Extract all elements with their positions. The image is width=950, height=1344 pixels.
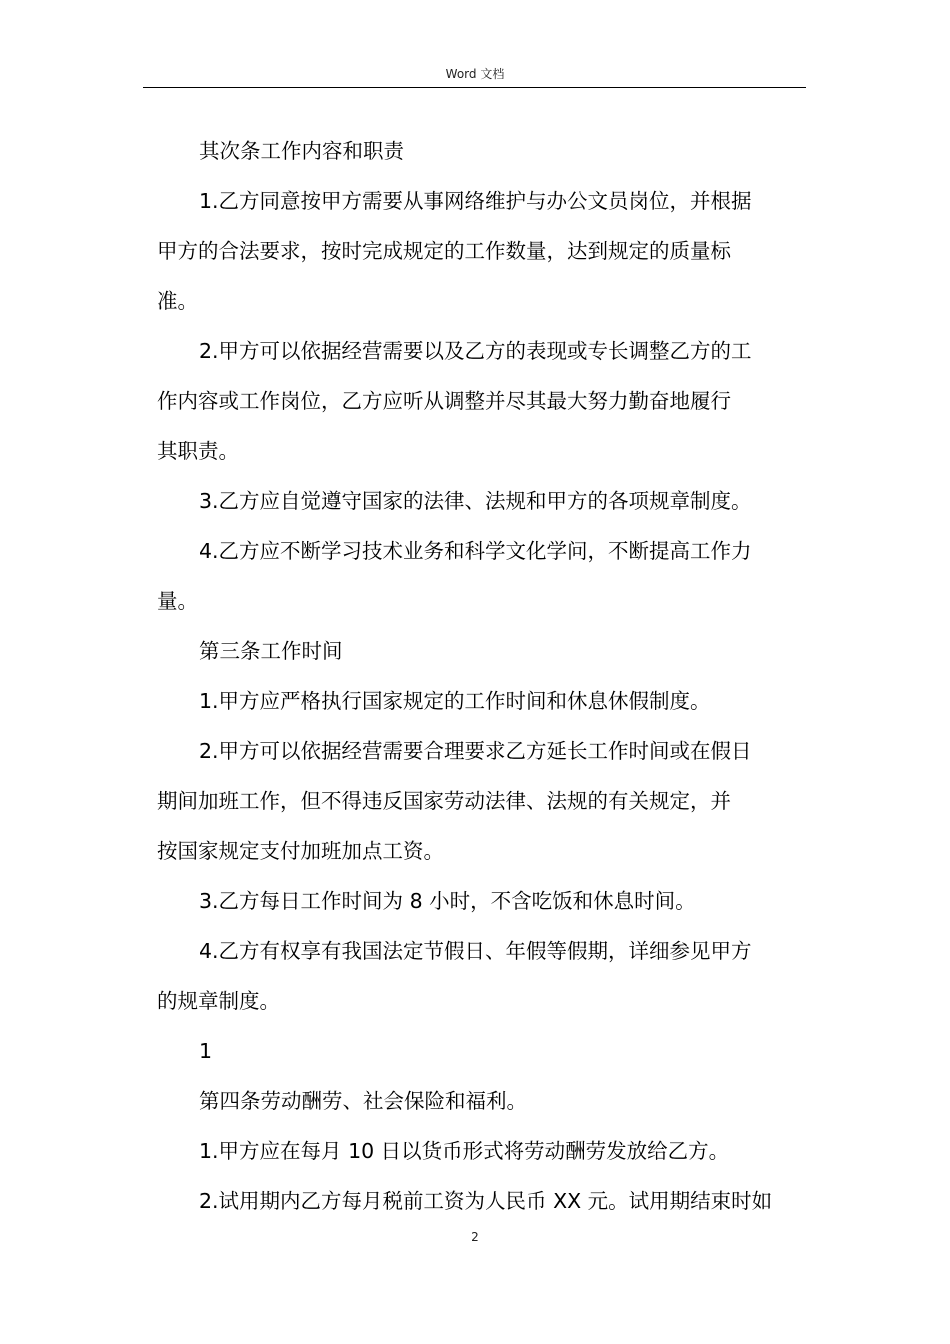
page-number: 2 [471, 1230, 479, 1244]
paragraph-line: 3.乙方每日工作时间为 8 小时，不含吃饭和休息时间。 [199, 889, 696, 913]
paragraph-line: 的规章制度。 [157, 989, 280, 1013]
paragraph-line: 甲方的合法要求，按时完成规定的工作数量，达到规定的质量标 [157, 239, 731, 263]
paragraph-line: 其职责。 [157, 439, 239, 463]
paragraph-line: 2.甲方可以依据经营需要以及乙方的表现或专长调整乙方的工 [199, 339, 752, 363]
paragraph-line: 2.甲方可以依据经营需要合理要求乙方延长工作时间或在假日 [199, 739, 752, 763]
paragraph-line: 3.乙方应自觉遵守国家的法律、法规和甲方的各项规章制度。 [199, 489, 752, 513]
paragraph-line: 第三条工作时间 [199, 639, 343, 663]
paragraph-line: 期间加班工作，但不得违反国家劳动法律、法规的有关规定，并 [157, 789, 731, 813]
page-header: Word 文档 [445, 67, 505, 81]
paragraph-line: 1 [199, 1039, 213, 1063]
paragraph-line: 准。 [157, 289, 198, 313]
paragraph-line: 1.甲方应严格执行国家规定的工作时间和休息休假制度。 [199, 689, 711, 713]
paragraph [157, 526, 808, 626]
header-divider [143, 87, 806, 88]
paragraph-line: 1.乙方同意按甲方需要从事网络维护与办公文员岗位，并根据 [199, 189, 752, 213]
paragraph [178, 126, 808, 176]
paragraph [178, 1126, 808, 1176]
paragraph-line: 量。 [157, 589, 198, 613]
document-body [157, 126, 808, 1226]
paragraph-line: 按国家规定支付加班加点工资。 [157, 839, 444, 863]
paragraph [157, 726, 808, 876]
paragraph [178, 676, 808, 726]
paragraph [157, 926, 808, 1026]
paragraph [178, 476, 808, 526]
section-heading [178, 626, 808, 676]
section-heading [178, 1076, 808, 1126]
paragraph [157, 326, 808, 476]
paragraph [178, 1176, 808, 1226]
paragraph [157, 176, 808, 326]
paragraph [178, 1026, 808, 1076]
paragraph-line: 作内容或工作岗位，乙方应听从调整并尽其最大努力勤奋地履行 [157, 389, 731, 413]
paragraph-line: 4.乙方应不断学习技术业务和科学文化学问，不断提高工作力 [199, 539, 752, 563]
paragraph-line: 4.乙方有权享有我国法定节假日、年假等假期，详细参见甲方 [199, 939, 752, 963]
paragraph-line: 其次条工作内容和职责 [199, 139, 404, 163]
paragraph [178, 876, 808, 926]
paragraph-line: 第四条劳动酬劳、社会保险和福利。 [199, 1089, 527, 1113]
paragraph-line: 2.试用期内乙方每月税前工资为人民币 XX 元。试用期结束时如 [199, 1189, 773, 1213]
paragraph-line: 1.甲方应在每月 10 日以货币形式将劳动酬劳发放给乙方。 [199, 1139, 730, 1163]
